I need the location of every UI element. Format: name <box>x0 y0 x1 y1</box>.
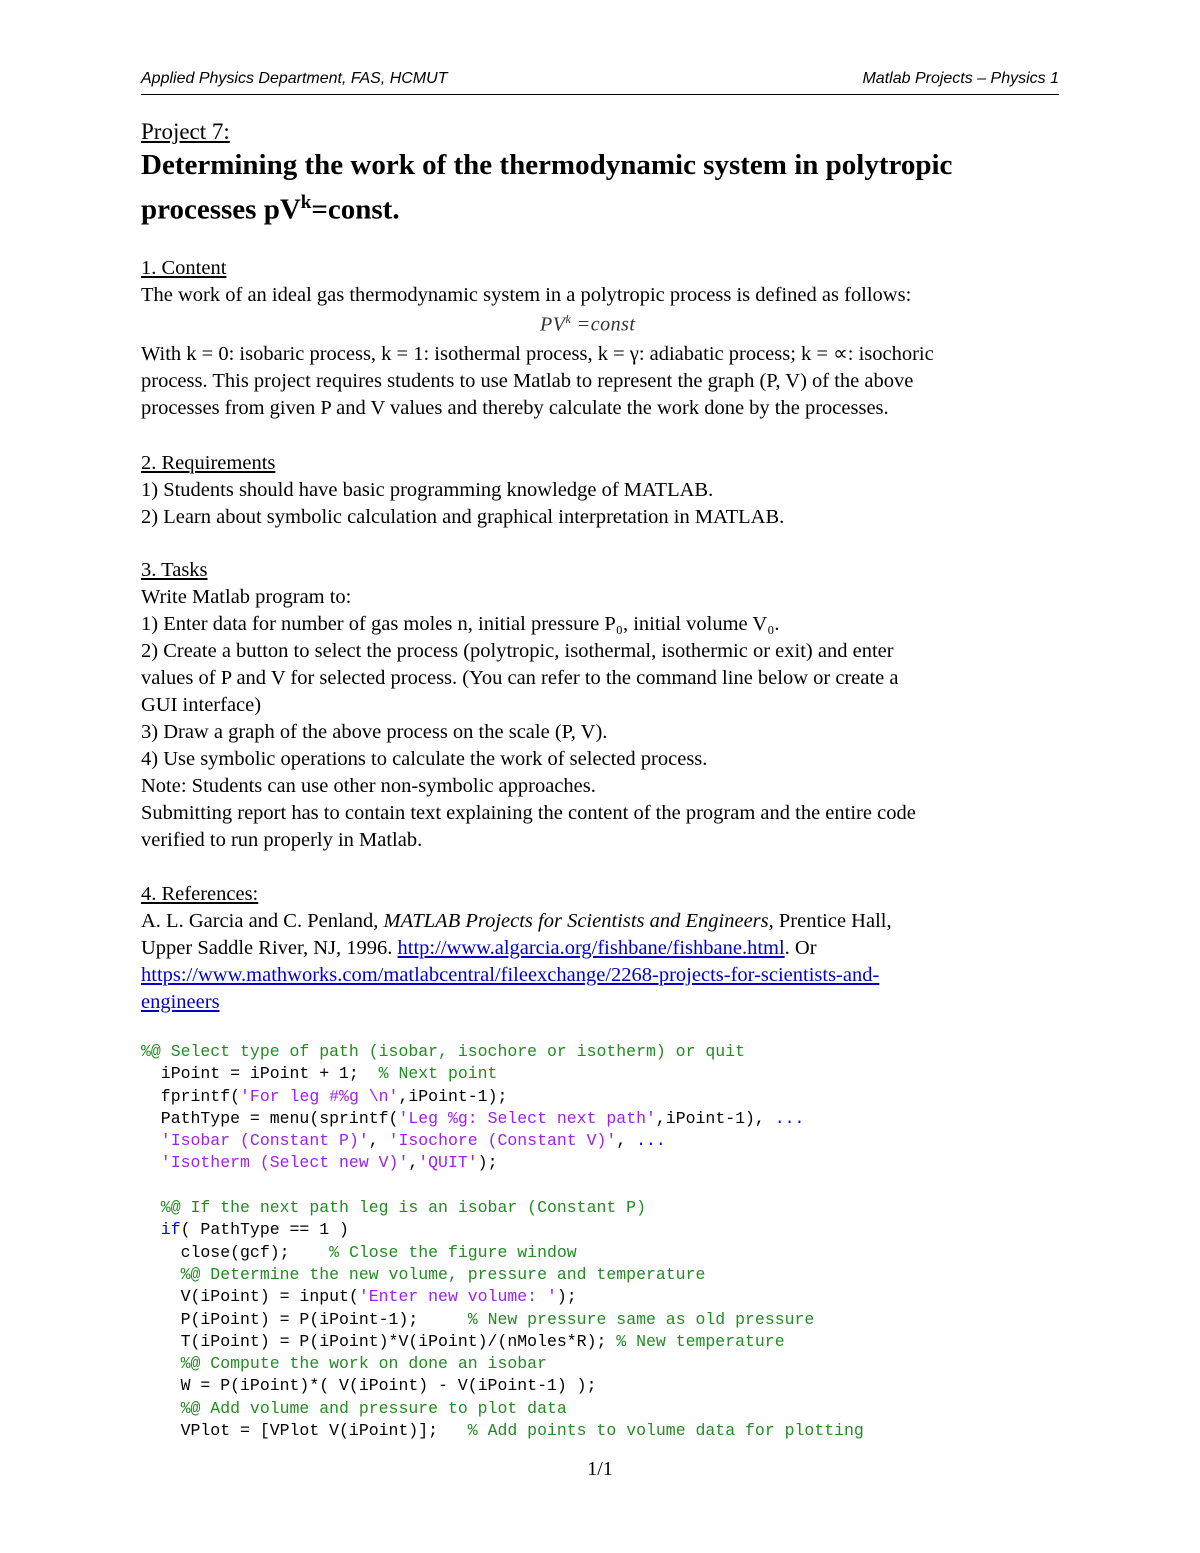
project-label: Project 7: <box>141 119 230 144</box>
tasks-heading: 3. Tasks <box>141 559 208 581</box>
task-line: 2) Create a button to select the process (polytropic, isothermal, isothermic or exit) and enter <box>141 640 894 662</box>
title-line-2: processes $pV^k=const$. <box>141 192 400 226</box>
task-line: verified to run properly in Matlab. <box>141 829 423 851</box>
task-line: 1) Enter data for number of gas moles n, initial pressure P₀, initial volume V₀. <box>141 613 780 635</box>
content-line: With k = 0: isobaric process, k = 1: isothermal process, k = γ: adiabatic process; k = ∝: isochoric <box>141 343 934 365</box>
task-line: 3) Draw a graph of the above process on the scale (P, V). <box>141 721 608 743</box>
header-course: Matlab Projects – Physics 1 <box>862 70 1059 87</box>
page-number: 1/1 <box>587 1458 613 1480</box>
mathworks-link[interactable]: https://www.mathworks.com/matlabcentral/fileexchange/2268-projects-for-scientists-and- <box>141 964 880 986</box>
header-department: Applied Physics Department, FAS, HCMUT <box>141 70 448 87</box>
section-content <box>141 255 1071 309</box>
section-requirements <box>141 450 1071 531</box>
task-line: 4) Use symbolic operations to calculate the work of selected process. <box>141 748 708 770</box>
page-title <box>141 147 1071 229</box>
content-line: process. This project requires students to use Matlab to represent the graph (P, V) of the above <box>141 370 914 392</box>
reference-line-4 <box>141 989 1071 1016</box>
page-header <box>141 70 1059 95</box>
task-line: Write Matlab program to: <box>141 586 352 608</box>
task-line: Note: Students can use other non-symbolic approaches. <box>141 775 596 797</box>
polytropic-formula: $PV^k$ =const <box>540 312 636 336</box>
reference-book-title: MATLAB Projects for Scientists and Engineers <box>383 910 769 932</box>
algarcia-link[interactable]: http://www.algarcia.org/fishbane/fishbane.html <box>397 937 785 959</box>
section-tasks <box>141 557 1071 854</box>
task-line: values of P and V for selected process. (You can refer to the command line below or create a <box>141 667 899 689</box>
content-line: processes from given P and V values and thereby calculate the work done by the processes. <box>141 397 889 419</box>
references-heading: 4. References: <box>141 883 259 905</box>
reference-line-3 <box>141 962 1071 989</box>
reference-line-1: A. L. Garcia and C. Penland, MATLAB Projects for Scientists and Engineers, Prentice Hall, <box>141 910 892 932</box>
requirements-heading: 2. Requirements <box>141 452 276 474</box>
matlab-code-listing: %@ Select type of path (isobar, isochore or isotherm) or quit iPoint = iPoint + 1; % Next point fprintf('For leg #%g \n',iPoint-1); PathType = menu(sprintf('Leg %g: Select next path',iPoint-1), ... 'Isobar (Constant P)', 'Isochore (Constant V)', ... 'Isotherm (Select new V)','QUIT'); %@ If the next path leg is an isobar (Constant P) if( PathType == 1 ) close(gcf); % Close the figure window %@ Determine the new volume, pressure and temperature V(iPoint) = input('Enter new volume: '); P(iPoint) = P(iPoint-1); % New pressure same as old pressure T(iPoint) = P(iPoint)*V(iPoint)/(nMoles*R); % New temperature %@ Compute the work on done an isobar W = P(iPoint)*( V(iPoint) - V(iPoint-1) ); %@ Add volume and pressure to plot data VPlot = [VPlot V(iPoint)]; % Add points to volume data for plotting <box>141 1042 864 1441</box>
reference-line-2: Upper Saddle River, NJ, 1996. http://www.algarcia.org/fishbane/fishbane.html. Or <box>141 937 817 959</box>
content-heading: 1. Content <box>141 257 227 279</box>
mathworks-link-continued[interactable]: engineers <box>141 991 220 1013</box>
requirement-item: 1) Students should have basic programming knowledge of MATLAB. <box>141 479 714 501</box>
requirement-item: 2) Learn about symbolic calculation and graphical interpretation in MATLAB. <box>141 506 785 528</box>
title-line-1: Determining the work of the thermodynamic system in polytropic <box>141 149 953 181</box>
content-intro: The work of an ideal gas thermodynamic system in a polytropic process is defined as follows: <box>141 284 912 306</box>
task-line: GUI interface) <box>141 694 262 716</box>
section-references <box>141 881 1071 1016</box>
content-paragraph <box>141 341 1071 422</box>
task-line: Submitting report has to contain text explaining the content of the program and the entire code <box>141 802 916 824</box>
